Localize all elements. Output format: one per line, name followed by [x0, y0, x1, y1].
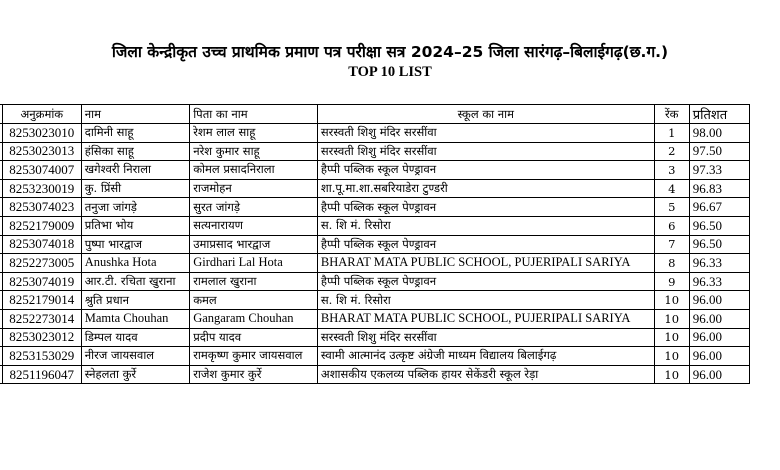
father-name-cell: Gangaram Chouhan [190, 309, 318, 328]
father-name-cell: नरेश कुमार साहू [190, 142, 318, 161]
rank-cell: 3 [654, 161, 689, 180]
table-row [0, 216, 750, 235]
father-name-cell: सत्यनारायण [190, 216, 318, 235]
table-row [0, 365, 750, 384]
roll-number-cell: 8253074007 [2, 161, 81, 180]
student-name-cell: तनुजा जांगड़े [81, 198, 189, 217]
student-name-cell: Anushka Hota [81, 254, 189, 273]
percentage-cell: 96.83 [689, 179, 749, 198]
roll-number-cell: 8253023013 [2, 142, 81, 161]
table-row [0, 235, 750, 254]
percentage-cell: 96.50 [689, 216, 749, 235]
rank-cell: 5 [654, 198, 689, 217]
student-name-cell: डिम्पल यादव [81, 328, 189, 347]
student-name-cell: हंसिका साहू [81, 142, 189, 161]
percentage-cell: 96.67 [689, 198, 749, 217]
header-name: नाम [81, 105, 189, 124]
rank-cell: 9 [654, 272, 689, 291]
percentage-cell: 98.00 [689, 124, 749, 143]
table-row [0, 328, 750, 347]
father-name-cell: उमाप्रसाद भारद्वाज [190, 235, 318, 254]
student-name-cell: Mamta Chouhan [81, 309, 189, 328]
percentage-cell: 96.33 [689, 254, 749, 273]
rank-cell: 4 [654, 179, 689, 198]
rank-cell: 8 [654, 254, 689, 273]
table-row [0, 309, 750, 328]
header-father-name: पिता का नाम [190, 105, 318, 124]
percentage-cell: 96.00 [689, 291, 749, 310]
table-row [0, 142, 750, 161]
roll-number-cell: 8252273005 [2, 254, 81, 273]
father-name-cell: रामलाल खुराना [190, 272, 318, 291]
roll-number-cell: 8253153029 [2, 347, 81, 366]
rank-cell: 6 [654, 216, 689, 235]
percentage-cell: 96.00 [689, 365, 749, 384]
father-name-cell: कमल [190, 291, 318, 310]
roll-number-cell: 8253023010 [2, 124, 81, 143]
roll-number-cell: 8253074018 [2, 235, 81, 254]
roll-number-cell: 8251196047 [2, 365, 81, 384]
roll-number-cell: 8252179009 [2, 216, 81, 235]
father-name-cell: कोमल प्रसादनिराला [190, 161, 318, 180]
percentage-cell: 96.33 [689, 272, 749, 291]
percentage-cell: 96.00 [689, 347, 749, 366]
rank-cell: 1 [654, 124, 689, 143]
document-subtitle: TOP 10 LIST [348, 64, 432, 80]
table-row [0, 254, 750, 273]
school-name-cell: स्वामी आत्मानंद उत्कृष्ट अंग्रेजी माध्यम विद्यालय बिलाईगढ़ [317, 347, 654, 366]
student-name-cell: नीरज जायसवाल [81, 347, 189, 366]
father-name-cell: राजेश कुमार कुर्रे [190, 365, 318, 384]
rank-cell: 10 [654, 291, 689, 310]
roll-number-cell: 8252273014 [2, 309, 81, 328]
table-row [0, 179, 750, 198]
school-name-cell: BHARAT MATA PUBLIC SCHOOL, PUJERIPALI SARIYA [317, 254, 654, 273]
roll-number-cell: 8252179014 [2, 291, 81, 310]
roll-number-cell: 8253074023 [2, 198, 81, 217]
father-name-cell: Girdhari Lal Hota [190, 254, 318, 273]
student-name-cell: प्रतिभा भोय [81, 216, 189, 235]
table-row [0, 124, 750, 143]
school-name-cell: हैप्पी पब्लिक स्कूल पेण्ड्रावन [317, 198, 654, 217]
rank-cell: 10 [654, 365, 689, 384]
rank-cell: 10 [654, 309, 689, 328]
school-name-cell: BHARAT MATA PUBLIC SCHOOL, PUJERIPALI SARIYA [317, 309, 654, 328]
table-row [0, 161, 750, 180]
table-row [0, 272, 750, 291]
student-name-cell: आर.टी. रचिता खुराना [81, 272, 189, 291]
student-name-cell: दामिनी साहू [81, 124, 189, 143]
student-name-cell: खगेश्वरी निराला [81, 161, 189, 180]
school-name-cell: स. शि मं. रिसोरा [317, 216, 654, 235]
school-name-cell: स. शि मं. रिसोरा [317, 291, 654, 310]
roll-number-cell: 8253074019 [2, 272, 81, 291]
header-percentage: प्रतिशत [689, 105, 749, 124]
father-name-cell: रामकृष्ण कुमार जायसवाल [190, 347, 318, 366]
roll-number-cell: 8253023012 [2, 328, 81, 347]
header-roll-number: अनुक्रमांक [2, 105, 81, 124]
results-table [0, 104, 750, 384]
school-name-cell: अशासकीय एकलव्य पब्लिक हायर सेकेंडरी स्कूल रेड़ा [317, 365, 654, 384]
student-name-cell: स्नेहलता कुर्रे [81, 365, 189, 384]
table-row [0, 198, 750, 217]
school-name-cell: सरस्वती शिशु मंदिर सरसींवा [317, 124, 654, 143]
percentage-cell: 96.00 [689, 309, 749, 328]
percentage-cell: 97.33 [689, 161, 749, 180]
school-name-cell: हैप्पी पब्लिक स्कूल पेण्ड्रावन [317, 272, 654, 291]
table-row [0, 347, 750, 366]
father-name-cell: राजमोहन [190, 179, 318, 198]
percentage-cell: 96.00 [689, 328, 749, 347]
table-header-row [0, 105, 750, 124]
father-name-cell: प्रदीप यादव [190, 328, 318, 347]
percentage-cell: 96.50 [689, 235, 749, 254]
student-name-cell: श्रुति प्रधान [81, 291, 189, 310]
father-name-cell: रेशम लाल साहू [190, 124, 318, 143]
rank-cell: 2 [654, 142, 689, 161]
student-name-cell: पुष्पा भारद्वाज [81, 235, 189, 254]
rank-cell: 10 [654, 347, 689, 366]
student-name-cell: कु. प्रिंसी [81, 179, 189, 198]
document-title: जिला केन्द्रीकृत उच्च प्राथमिक प्रमाण पत्र परीक्षा सत्र 2024–25 जिला सारंगढ़–बिलाईगढ़(छ.ग.) [111, 43, 669, 61]
table-row [0, 291, 750, 310]
percentage-cell: 97.50 [689, 142, 749, 161]
header-school-name: स्कूल का नाम [317, 105, 654, 124]
header-rank: रेंक [654, 105, 689, 124]
roll-number-cell: 8253230019 [2, 179, 81, 198]
school-name-cell: सरस्वती शिशु मंदिर सरसींवा [317, 328, 654, 347]
father-name-cell: सुरत जांगड़े [190, 198, 318, 217]
school-name-cell: हैप्पी पब्लिक स्कूल पेण्ड्रावन [317, 235, 654, 254]
school-name-cell: सरस्वती शिशु मंदिर सरसींवा [317, 142, 654, 161]
rank-cell: 10 [654, 328, 689, 347]
rank-cell: 7 [654, 235, 689, 254]
school-name-cell: शा.पू.मा.शा.सबरियाडेरा टुण्डरी [317, 179, 654, 198]
school-name-cell: हैप्पी पब्लिक स्कूल पेण्ड्रावन [317, 161, 654, 180]
